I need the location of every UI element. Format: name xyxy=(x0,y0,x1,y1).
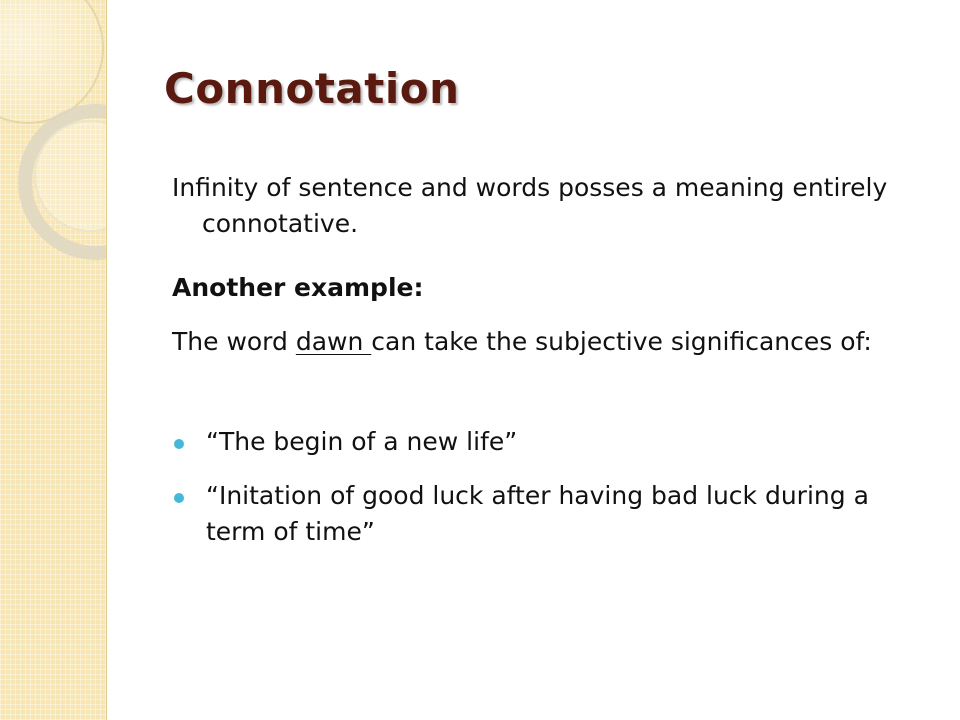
slide-title: Connotation xyxy=(164,64,460,113)
subheading-another-example: Another example: xyxy=(172,273,424,302)
underlined-word-dawn: dawn xyxy=(295,327,372,356)
bullet-item xyxy=(172,478,912,550)
paragraph-connotative: Infinity of sentence and words posses a meaning entirely connotative. xyxy=(172,173,888,238)
paragraph-dawn-before: The word xyxy=(172,327,296,356)
bullet-icon xyxy=(174,493,184,503)
bullet-text: “Initation of good luck after having bad luck during a term of time” xyxy=(206,481,869,546)
bullet-item xyxy=(172,424,912,460)
bullet-icon xyxy=(174,439,184,449)
decorative-sidebar xyxy=(0,0,107,720)
bullet-text: “The begin of a new life” xyxy=(206,427,518,456)
paragraph-dawn-after: can take the subjective significances of: xyxy=(371,327,872,356)
paragraph-dawn xyxy=(172,324,912,360)
